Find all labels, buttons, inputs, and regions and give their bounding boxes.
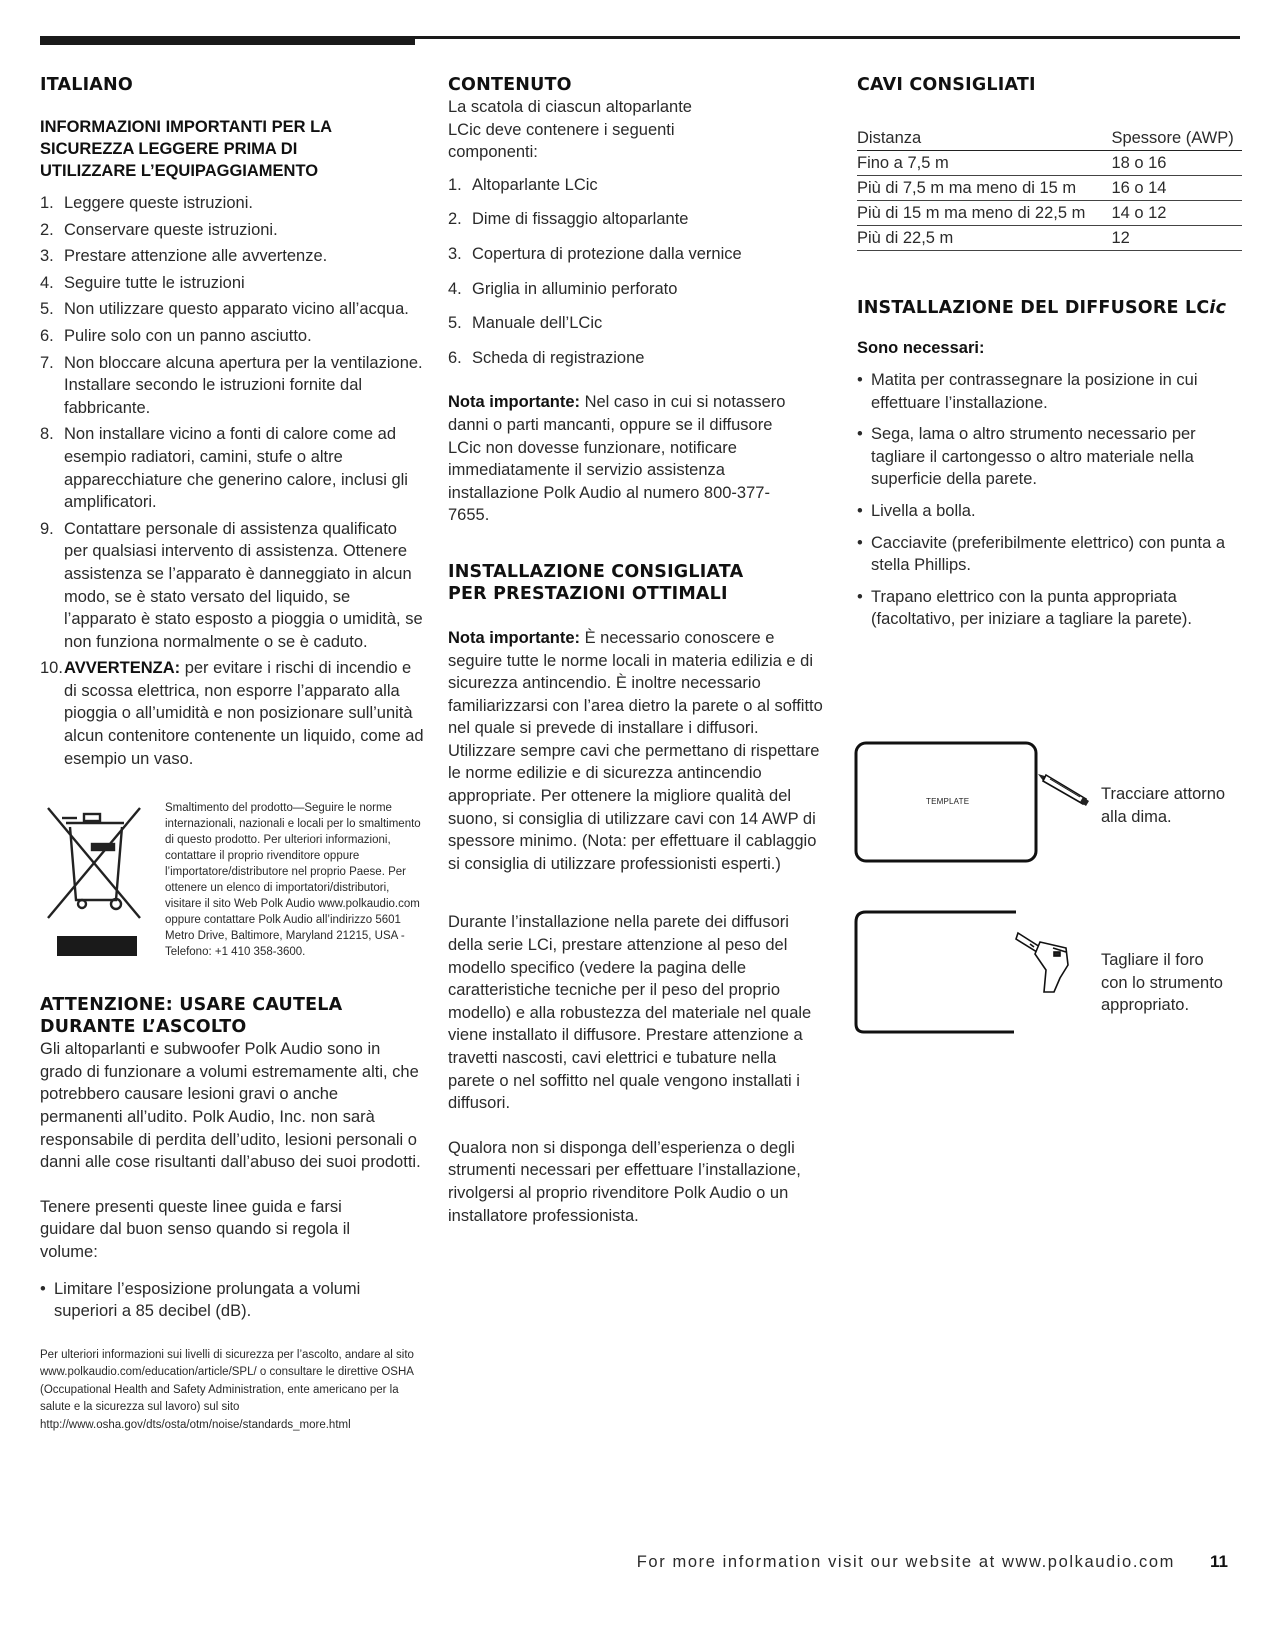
item-number: 6.	[40, 326, 54, 345]
caution-heading: ATTENZIONE: USARE CAUTELA DURANTE L’ASCOLTO	[40, 995, 343, 1038]
item-text: Conservare queste istruzioni.	[64, 220, 278, 239]
list-item	[857, 500, 1242, 523]
column-right	[857, 74, 1242, 640]
item-text: Seguire tutte le istruzioni	[64, 273, 245, 292]
item-text: Non installare vicino a fonti di calore come ad esempio radiatori, camini, stufe o altre apparecchiature che generino calore, inclusi gli amplificatori.	[64, 425, 408, 512]
item-number: 2.	[40, 220, 54, 239]
caution-paragraph-2: Tenere presenti queste linee guida e farsi guidare dal buon senso quando si regola il volume:	[40, 1197, 351, 1261]
list-item	[857, 586, 1242, 631]
table-row	[857, 201, 1242, 226]
bullet-icon: •	[857, 371, 863, 389]
item-number: 3.	[40, 247, 54, 266]
cell-distance: Più di 15 m ma meno di 22,5 m	[857, 201, 1099, 226]
list-item	[40, 219, 425, 242]
item-text: Limitare l’esposizione prolungata a volumi superiori a 85 decibel (dB).	[54, 1279, 361, 1321]
item-text: Copertura di protezione dalla vernice	[472, 244, 742, 263]
top-rule-accent	[40, 36, 415, 45]
weee-bin-icon	[40, 800, 165, 960]
caution-list	[40, 1278, 425, 1323]
list-item	[448, 208, 833, 231]
item-text	[64, 657, 425, 770]
list-item	[40, 298, 425, 321]
cut-hole-figure	[854, 910, 1094, 1065]
contents-list	[448, 174, 833, 370]
cables-heading: CAVI CONSIGLIATI	[857, 75, 1036, 95]
item-text: Pulire solo con un panno asciutto.	[64, 326, 312, 345]
item-text: Contattare personale di assistenza qualificato per qualsiasi intervento di assistenza. Ottenere assistenza se l’apparato è danneggiato in alcun modo, se è stato versato del liquido, se l’apparato è stato esposto a pioggia o umidità, se non funziona normalmente o se è caduto.	[64, 519, 423, 651]
recommended-heading: INSTALLAZIONE CONSIGLIATA PER PRESTAZIONI OTTIMALI	[448, 561, 744, 604]
figure-caption-cut: Tagliare il foro con lo strumento appropriato.	[1101, 951, 1223, 1015]
item-text: Sega, lama o altro strumento necessario per tagliare il cartongesso o altro materiale nella superficie della parete.	[871, 425, 1196, 489]
note-text: Nel caso in cui si notassero danni o parti mancanti, oppure se il diffusore LCic non dovesse funzionare, notificare immediatamente il servizio assistenza installazione Polk Audio al numero 800-377-7655.	[448, 393, 786, 525]
list-item	[40, 325, 425, 348]
cell-gauge: 14 o 12	[1099, 201, 1242, 226]
item-number: 9.	[40, 519, 54, 538]
item-number: 5.	[448, 314, 462, 333]
column-left	[40, 74, 425, 1434]
item-text: Leggere queste istruzioni.	[64, 194, 253, 212]
note-label: Nota importante:	[448, 628, 580, 647]
item-text: Livella a bolla.	[871, 501, 976, 520]
footer-website: For more information visit our website at www.polkaudio.com	[636, 1553, 1175, 1571]
cell-gauge: 12	[1099, 226, 1242, 251]
bullet-icon: •	[857, 501, 863, 520]
cell-distance: Più di 22,5 m	[857, 226, 1099, 251]
cell-distance: Fino a 7,5 m	[857, 151, 1099, 176]
item-number: 8.	[40, 425, 54, 444]
item-number: 1.	[40, 194, 54, 212]
template-label: TEMPLATE	[926, 797, 970, 806]
list-item	[40, 657, 425, 770]
install-heading-model: ic	[1209, 298, 1227, 318]
template-figure	[854, 741, 1094, 876]
item-number: 10.	[40, 659, 63, 678]
item-text: Trapano elettrico con la punta appropriata (facoltativo, per iniziare a tagliare la parete).	[871, 587, 1192, 629]
header-distance: Distanza	[857, 126, 1099, 151]
page-number: 11	[1210, 1552, 1228, 1571]
item-text: Prestare attenzione alle avvertenze.	[64, 247, 328, 266]
list-item	[857, 369, 1242, 414]
item-text: Altoparlante LCic	[472, 175, 598, 194]
list-item	[40, 245, 425, 268]
cell-distance: Più di 7,5 m ma meno di 15 m	[857, 176, 1099, 201]
column-middle	[448, 74, 833, 1227]
list-item	[40, 423, 425, 513]
item-number: 2.	[448, 210, 462, 229]
caution-paragraph-1: Gli altoparlanti e subwoofer Polk Audio sono in grado di funzionare a volumi estremamente alti, che potrebbero causare lesioni gravi o anche permanenti all’udito. Polk Audio, Inc. non sarà responsabile di perdita dell’udito, lesioni personali o danni alle cose risultanti dall’abuso dei suoi prodotti.	[40, 1040, 421, 1172]
header-gauge: Spessore (AWP)	[1099, 126, 1242, 151]
contents-intro: La scatola di ciascun altoparlante LCic deve contenere i seguenti componenti:	[448, 98, 692, 162]
item-number: 6.	[448, 348, 462, 367]
needed-list	[857, 369, 1242, 631]
pencil-icon	[1038, 774, 1089, 806]
list-item	[448, 312, 833, 335]
list-item	[448, 243, 833, 266]
cables-table	[857, 126, 1242, 251]
safety-list	[40, 192, 425, 653]
bullet-icon: •	[857, 533, 863, 552]
warning-text: per evitare i rischi di incendio e di scossa elettrica, non esporre l’apparato alla pioggia o all’umidità e non posizionare sull’unità alcun contenitore contenente un liquido, come ad esempio un vaso.	[64, 659, 424, 768]
table-row	[857, 176, 1242, 201]
item-text: Manuale dell’LCic	[472, 314, 603, 333]
item-text: Dime di fissaggio altoparlante	[472, 210, 689, 229]
paragraph-dealer: Qualora non si disponga dell’esperienza o degli strumenti necessari per effettuare l’installazione, rivolgersi al proprio rivenditore Polk Audio o un installatore professionista.	[448, 1138, 801, 1225]
item-number: 1.	[448, 175, 462, 194]
drill-icon	[1016, 933, 1068, 992]
bullet-icon: •	[40, 1279, 46, 1298]
figure-caption-trace: Tracciare attorno alla dima.	[1101, 785, 1226, 826]
note-text: È necessario conoscere e seguire tutte le norme locali in materia edilizia e di sicurezza antincendio. È inoltre necessario familiarizzarsi con l’area dietro la parete o al soffitto nel quale si prevede di installare i diffusori. Utilizzare sempre cavi che permettano di rispettare le norme edilizie e di sicurezza antincendio appropriate. Per ottenere la migliore qualità del suono, si consiglia di utilizzare cavi con 14 AWP di spessore minimo. (Nota: per effettuare il cablaggio si consiglia di utilizzare professionisti esperti.)	[448, 628, 823, 873]
warning-label: AVVERTENZA:	[64, 659, 181, 678]
item-text: Non bloccare alcuna apertura per la ventilazione. Installare secondo le istruzioni fornite dal fabbricante.	[64, 353, 423, 417]
list-item	[448, 174, 833, 197]
table-header-row	[857, 126, 1242, 151]
more-info-note: Per ulteriori informazioni sui livelli di sicurezza per l’ascolto, andare al sito www.polkaudio.com/education/article/SPL/ o consultare le direttive OSHA (Occupational Health and Safety Administration, ente americano per la salute e la sicurezza sul lavoro) sul sito http://www.osha.gov/dts/osta/otm/noise/standards_more.html	[40, 1348, 414, 1431]
install-heading-text: INSTALLAZIONE DEL DIFFUSORE LC	[857, 298, 1210, 318]
list-item	[857, 423, 1242, 491]
install-heading	[857, 297, 1242, 319]
item-number: 5.	[40, 300, 54, 319]
item-text: Scheda di registrazione	[472, 348, 645, 367]
note-codes	[448, 627, 823, 876]
list-item	[448, 278, 833, 301]
note-damage	[448, 391, 800, 527]
safety-list-item-10	[40, 657, 425, 770]
item-text: Matita per contrassegnare la posizione in cui effettuare l’installazione.	[871, 371, 1198, 412]
item-number: 4.	[448, 279, 462, 298]
cell-gauge: 16 o 14	[1099, 176, 1242, 201]
language-heading: ITALIANO	[40, 75, 133, 95]
list-item	[40, 518, 425, 654]
list-item	[40, 352, 425, 420]
safety-heading: INFORMAZIONI IMPORTANTI PER LA SICUREZZA LEGGERE PRIMA DI UTILIZZARE L’EQUIPAGGIAMENTO	[40, 118, 332, 180]
item-text: Griglia in alluminio perforato	[472, 279, 678, 298]
item-number: 3.	[448, 244, 462, 263]
table-row	[857, 151, 1242, 176]
cell-gauge: 18 o 16	[1099, 151, 1242, 176]
contents-heading: CONTENUTO	[448, 75, 572, 95]
list-item	[857, 532, 1242, 577]
paragraph-weight: Durante l’installazione nella parete dei diffusori della serie LCi, prestare attenzione al peso del modello specifico (vedere la pagina delle caratteristiche tecniche per il peso del proprio modello) e alla robustezza del materiale nel quale viene installato il diffusore. Prestare attenzione a travetti nascosti, cavi elettrici e tubature nella parete o nel soffitto nel quale vengono installati i diffusori.	[448, 913, 812, 1113]
item-text: Non utilizzare questo apparato vicino all’acqua.	[64, 300, 409, 319]
list-item	[40, 1278, 425, 1323]
disposal-block	[40, 800, 425, 960]
item-number: 7.	[40, 353, 54, 372]
item-text: Cacciavite (preferibilmente elettrico) con punta a stella Phillips.	[871, 533, 1226, 575]
disposal-text: Smaltimento del prodotto—Seguire le norme internazionali, nazionali e locali per lo smaltimento di questo prodotto. Per ulteriori informazioni, contattare il proprio rivenditore oppure l’importatore/distributore nel proprio Paese. Per ottenere un elenco di importatori/distributori, visitare il sito Web Polk Audio www.polkaudio.com oppure contattare Polk Audio all’indirizzo 5601 Metro Drive, Baltimore, Maryland 21215, USA -Telefono: +1 410 358-3600.	[165, 802, 421, 959]
list-item	[40, 192, 425, 215]
bullet-icon: •	[857, 425, 863, 444]
list-item	[40, 272, 425, 295]
item-number: 4.	[40, 273, 54, 292]
table-row	[857, 226, 1242, 251]
needed-heading: Sono necessari:	[857, 339, 985, 357]
list-item	[448, 347, 833, 370]
note-label: Nota importante:	[448, 393, 580, 412]
bullet-icon: •	[857, 587, 863, 606]
